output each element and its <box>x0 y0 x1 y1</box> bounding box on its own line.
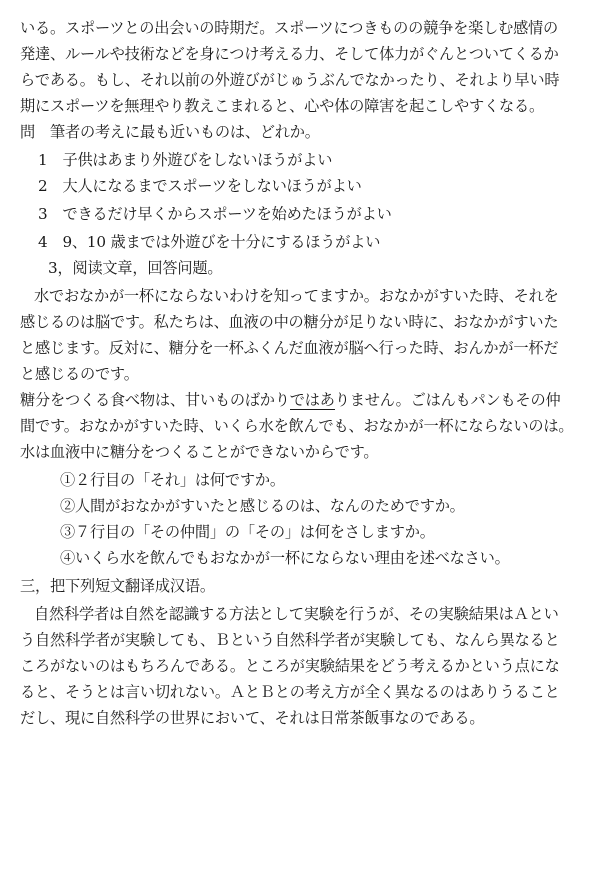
section3-line-5 <box>20 390 560 410</box>
section3-line-6: 間です。おなかがすいた時、いくら水を飲んでも、おなかが一杯にならないのは。 <box>20 417 574 435</box>
option-4: 4 9、10 歳までは外遊びを十分にするほうがよい <box>38 233 381 251</box>
passage1-line-3: らである。もし、それ以前の外遊びがじゅうぶんでなかったり、それより早い時 <box>20 71 560 89</box>
line5-text-after: りません。ごはんもパンもその仲 <box>334 391 561 409</box>
translate-line-5: だし、現に自然科学の世界において、それは日常茶飯事なのである。 <box>20 709 485 727</box>
option-1: 1 子供はあまり外遊びをしないほうがよい <box>38 151 333 169</box>
translate-line-3: ころがないのはもちろんである。ところが実験結果をどう考えるかという点にな <box>20 657 560 675</box>
option-2: 2 大人になるまでスポーツをしないほうがよい <box>38 177 362 195</box>
section3-question-3: ③７行目の「その仲間」の「その」は何をさしますか。 <box>60 523 435 541</box>
section3-question-2: ②人間がおなかがすいたと感じるのは、なんのためですか。 <box>60 497 465 515</box>
section3-question-4: ④いくら水を飲んでもおなかが一杯にならない理由を述べなさい。 <box>60 549 510 567</box>
passage1-question: 問 筆者の考えに最も近いものは、どれか。 <box>20 123 320 141</box>
section3-line-4: と感じるのです。 <box>20 365 139 383</box>
passage1-line-4: 期にスポーツを無理やり教えこまれると、心や体の障害を起こしやすくなる。 <box>20 97 544 115</box>
underlined-text: ではあ <box>289 391 335 409</box>
option-3: 3 できるだけ早くからスポーツを始めたほうがよい <box>38 205 392 223</box>
line5-text-before: 糖分をつくる食べ物は、甘いものばかり <box>20 391 290 409</box>
section3-line-7: 水は血液中に糖分をつくることができないからです。 <box>20 443 379 461</box>
section3-question-1: ①２行目の「それ」は何ですか。 <box>60 471 285 489</box>
passage1-line-1: いる。スポーツとの出会いの時期だ。スポーツにつきものの競争を楽しむ感情の <box>20 19 559 37</box>
translate-line-2: う自然科学者が実験しても、Ｂという自然科学者が実験しても、なんら異なると <box>20 631 560 649</box>
section3-heading: 3，阅读文章，回答问题。 <box>48 259 223 277</box>
passage1-line-2: 発達、ルールや技術などを身につけ考える力、そして体力がぐんとついてくるか <box>20 45 559 63</box>
translate-line-1: 自然科学者は自然を認識する方法として実験を行うが、その実験結果はＡとい <box>34 605 559 623</box>
translate-line-4: ると、そうとは言い切れない。ＡとＢとの考え方が全く異なるのはありうること <box>20 683 560 701</box>
section3-line-3: と感じます。反対に、糖分を一杯ふくんだ血液が脳へ行った時、おんかが一杯だ <box>20 339 559 357</box>
section3-line-1: 水でおなかが一杯にならないわけを知ってますか。おなかがすいた時、それを <box>34 287 559 305</box>
section3-line-2: 感じるのは脳です。私たちは、血液の中の糖分が足りない時に、おなかがすいた <box>20 313 559 331</box>
translate-heading: 三，把下列短文翻译成汉语。 <box>20 577 215 595</box>
